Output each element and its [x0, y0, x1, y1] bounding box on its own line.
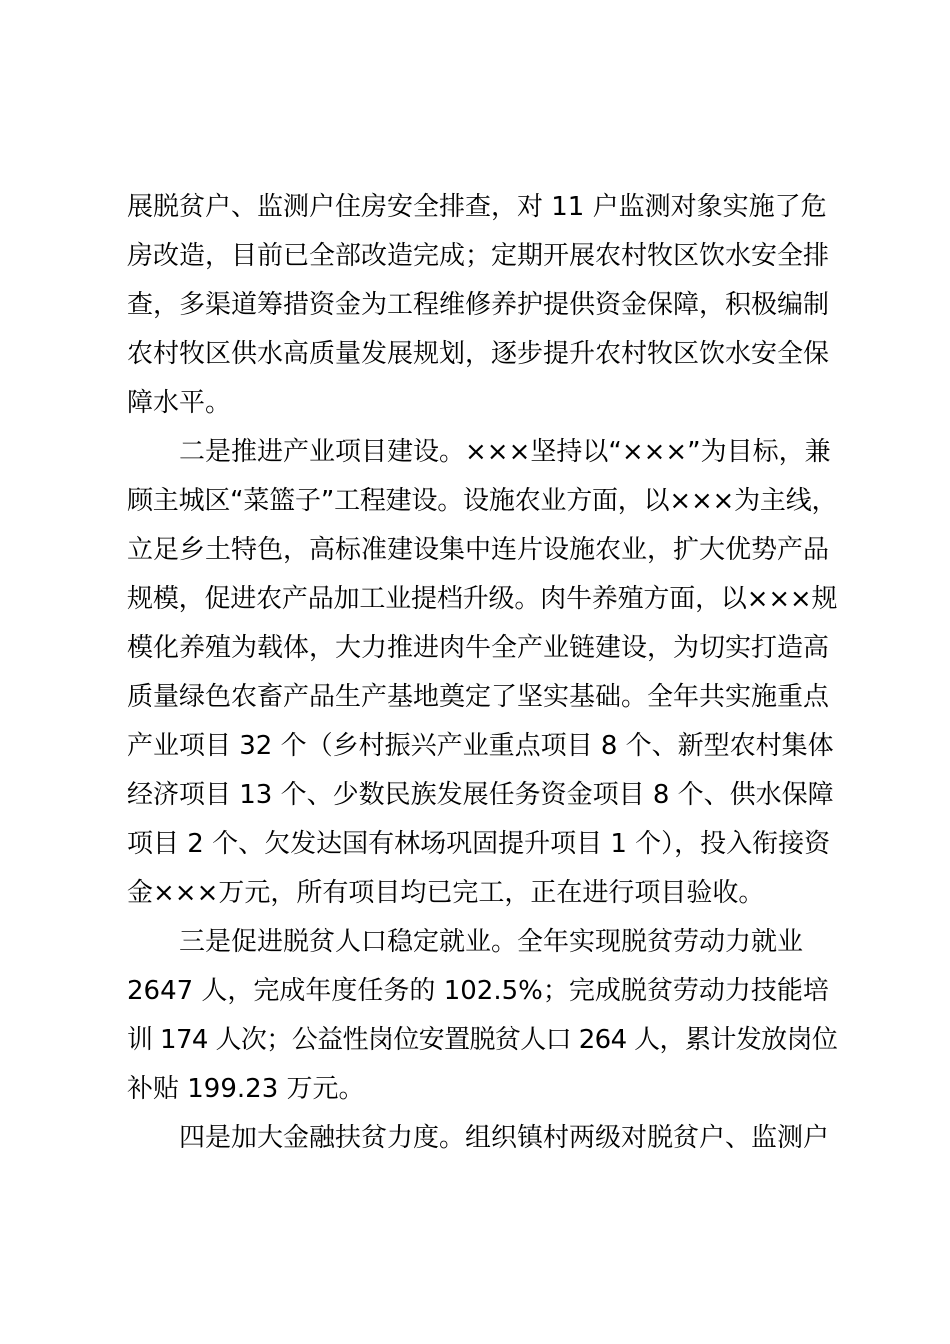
text-line: 模化养殖为载体，大力推进肉牛全产业链建设，为切实打造高 — [127, 633, 830, 663]
text-line: 经济项目 13 个、少数民族发展任务资金项目 8 个、供水保障 — [127, 780, 834, 810]
text-line: 训 174 人次；公益性岗位安置脱贫人口 264 人，累计发放岗位 — [127, 1025, 838, 1055]
text-line: 二是推进产业项目建设。×××坚持以“×××”为目标，兼 — [179, 437, 831, 467]
text-line: 障水平。 — [127, 388, 232, 418]
text-line: 规模，促进农产品加工业提档升级。肉牛养殖方面，以×××规 — [127, 584, 838, 614]
text-line: 补贴 199.23 万元。 — [127, 1074, 365, 1104]
text-line: 四是加大金融扶贫力度。组织镇村两级对脱贫户、监测户 — [179, 1123, 830, 1153]
paragraph-housing-water-safety — [127, 183, 837, 428]
document-body — [127, 183, 837, 1163]
text-line: 农村牧区供水高质量发展规划，逐步提升农村牧区饮水安全保 — [127, 339, 830, 369]
text-line: 顾主城区“菜篮子”工程建设。设施农业方面，以×××为主线， — [127, 486, 838, 516]
text-line: 金×××万元，所有项目均已完工，正在进行项目验收。 — [127, 878, 765, 908]
text-line: 立足乡土特色，高标准建设集中连片设施农业，扩大优势产品 — [127, 535, 830, 565]
paragraph-employment — [127, 918, 837, 1114]
text-line: 展脱贫户、监测户住房安全排查，对 11 户监测对象实施了危 — [127, 192, 827, 222]
text-line: 项目 2 个、欠发达国有林场巩固提升项目 1 个），投入衔接资 — [127, 829, 831, 859]
text-line: 房改造，目前已全部改造完成；定期开展农村牧区饮水安全排 — [127, 241, 830, 271]
text-line: 三是促进脱贫人口稳定就业。全年实现脱贫劳动力就业 — [179, 927, 804, 957]
paragraph-financial-support — [127, 1114, 837, 1163]
text-line: 质量绿色农畜产品生产基地奠定了坚实基础。全年共实施重点 — [127, 682, 830, 712]
text-line: 查，多渠道筹措资金为工程维修养护提供资金保障，积极编制 — [127, 290, 830, 320]
text-line: 产业项目 32 个（乡村振兴产业重点项目 8 个、新型农村集体 — [127, 731, 834, 761]
text-line: 2647 人，完成年度任务的 102.5%；完成脱贫劳动力技能培 — [127, 976, 829, 1006]
paragraph-industry-projects — [127, 428, 837, 918]
